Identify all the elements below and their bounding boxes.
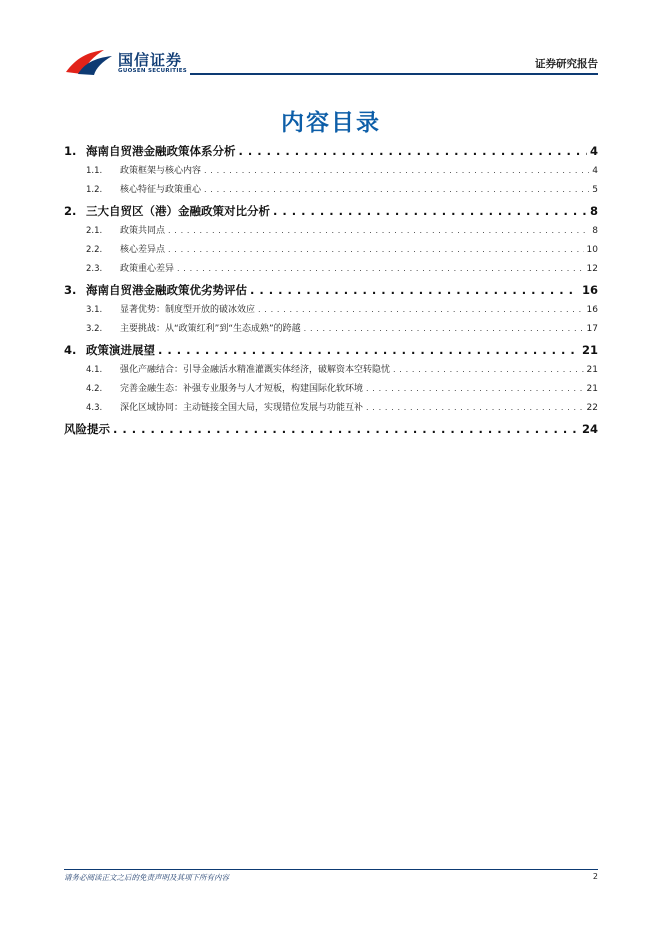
- toc-dot-leader: [366, 403, 584, 412]
- toc-entry-page: 16: [581, 283, 598, 297]
- toc-entry-number: 1.1.: [86, 166, 103, 176]
- toc-entry-page: 8: [589, 204, 598, 218]
- toc-entry-page: 4: [589, 144, 598, 158]
- toc-entry-number: 2.1.: [86, 226, 103, 236]
- toc-entry-title: 主要挑战：从“政策红利”到“生态成熟”的跨越: [120, 324, 301, 334]
- toc-dot-leader: [168, 226, 589, 235]
- toc-section-entry[interactable]: [64, 143, 598, 163]
- toc-dot-leader: [158, 343, 579, 357]
- toc-entry-number: 4.1.: [86, 365, 103, 375]
- toc-dot-leader: [239, 144, 587, 158]
- toc-entry-page: 8: [592, 226, 598, 236]
- toc-subsection-entry[interactable]: [64, 182, 598, 201]
- toc-entry-page: 10: [586, 245, 598, 255]
- toc-section-entry[interactable]: [64, 421, 598, 441]
- toc-section-entry[interactable]: [64, 342, 598, 362]
- guosen-logo: [64, 44, 188, 78]
- toc-entry-page: 16: [586, 305, 598, 315]
- toc-entry-number: 4.2.: [86, 384, 103, 394]
- toc-dot-leader: [273, 204, 587, 218]
- toc-dot-leader: [113, 422, 579, 436]
- toc-dot-leader: [304, 324, 584, 333]
- toc-subsection-entry[interactable]: [64, 163, 598, 182]
- toc-entry-title: 核心差异点: [120, 245, 166, 255]
- toc-entry-title: 显著优势：制度型开放的破冰效应: [120, 305, 256, 315]
- toc-entry-number: 3.1.: [86, 305, 103, 315]
- toc-entry-number: 3.2.: [86, 324, 103, 334]
- toc-entry-number: 1.: [64, 144, 77, 158]
- toc-entry-number: 2.3.: [86, 264, 103, 274]
- toc-subsection-entry[interactable]: [64, 223, 598, 242]
- logo-chinese-name: 国信证券: [118, 51, 183, 69]
- toc-entry-title: 三大自贸区（港）金融政策对比分析: [86, 204, 270, 218]
- table-of-contents: [64, 141, 598, 441]
- toc-entry-page: 21: [586, 365, 598, 375]
- guosen-logo-mark-icon: [64, 44, 114, 76]
- toc-entry-number: 4.3.: [86, 403, 103, 413]
- toc-title: 内容目录: [281, 110, 381, 136]
- header-divider: [190, 73, 598, 75]
- toc-subsection-entry[interactable]: [64, 381, 598, 400]
- toc-subsection-entry[interactable]: [64, 302, 598, 321]
- toc-dot-leader: [250, 283, 579, 297]
- footer-disclaimer: 请务必阅读正文之后的免责声明及其项下所有内容: [64, 873, 229, 882]
- toc-dot-leader: [168, 245, 584, 254]
- toc-entry-title: 核心特征与政策重心: [120, 185, 202, 195]
- toc-entry-page: 12: [586, 264, 598, 274]
- page-header: [0, 0, 662, 80]
- toc-entry-title: 海南自贸港金融政策优劣势评估: [86, 283, 247, 297]
- toc-dot-leader: [204, 166, 589, 175]
- toc-entry-title: 强化产融结合：引导金融活水精准灌溉实体经济，破解资本空转隐忧: [120, 365, 391, 375]
- toc-entry-title: 政策共同点: [120, 226, 166, 236]
- toc-entry-page: 22: [586, 403, 598, 413]
- toc-entry-page: 21: [581, 343, 598, 357]
- toc-entry-number: 2.2.: [86, 245, 103, 255]
- toc-entry-title: 风险提示: [64, 422, 110, 436]
- toc-entry-number: 2.: [64, 204, 77, 218]
- toc-entry-title: 政策框架与核心内容: [120, 166, 202, 176]
- toc-dot-leader: [204, 185, 589, 194]
- toc-dot-leader: [393, 365, 584, 374]
- toc-entry-page: 4: [592, 166, 598, 176]
- toc-subsection-entry[interactable]: [64, 362, 598, 381]
- toc-entry-page: 5: [592, 185, 598, 195]
- toc-dot-leader: [177, 264, 584, 273]
- toc-entry-number: 3.: [64, 283, 77, 297]
- toc-entry-page: 21: [586, 384, 598, 394]
- logo-english-name: GUOSEN SECURITIES: [118, 68, 188, 74]
- toc-entry-number: 1.2.: [86, 185, 103, 195]
- toc-dot-leader: [366, 384, 584, 393]
- toc-subsection-entry[interactable]: [64, 400, 598, 419]
- toc-entry-page: 17: [586, 324, 598, 334]
- toc-entry-title: 政策重心差异: [120, 264, 175, 274]
- toc-dot-leader: [258, 305, 584, 314]
- toc-entry-title: 完善金融生态：补强专业服务与人才短板，构建国际化软环境: [120, 384, 364, 394]
- footer-divider: [64, 869, 598, 870]
- toc-section-entry[interactable]: [64, 282, 598, 302]
- toc-entry-number: 4.: [64, 343, 77, 357]
- toc-entry-title: 海南自贸港金融政策体系分析: [86, 144, 236, 158]
- toc-subsection-entry[interactable]: [64, 242, 598, 261]
- toc-entry-page: 24: [581, 422, 598, 436]
- toc-entry-title: 深化区域协同：主动链接全国大局，实现错位发展与功能互补: [120, 403, 364, 413]
- report-type-label: 证券研究报告: [535, 58, 598, 70]
- toc-section-entry[interactable]: [64, 203, 598, 223]
- page-number: 2: [592, 872, 598, 881]
- toc-subsection-entry[interactable]: [64, 321, 598, 340]
- toc-subsection-entry[interactable]: [64, 261, 598, 280]
- toc-entry-title: 政策演进展望: [86, 343, 155, 357]
